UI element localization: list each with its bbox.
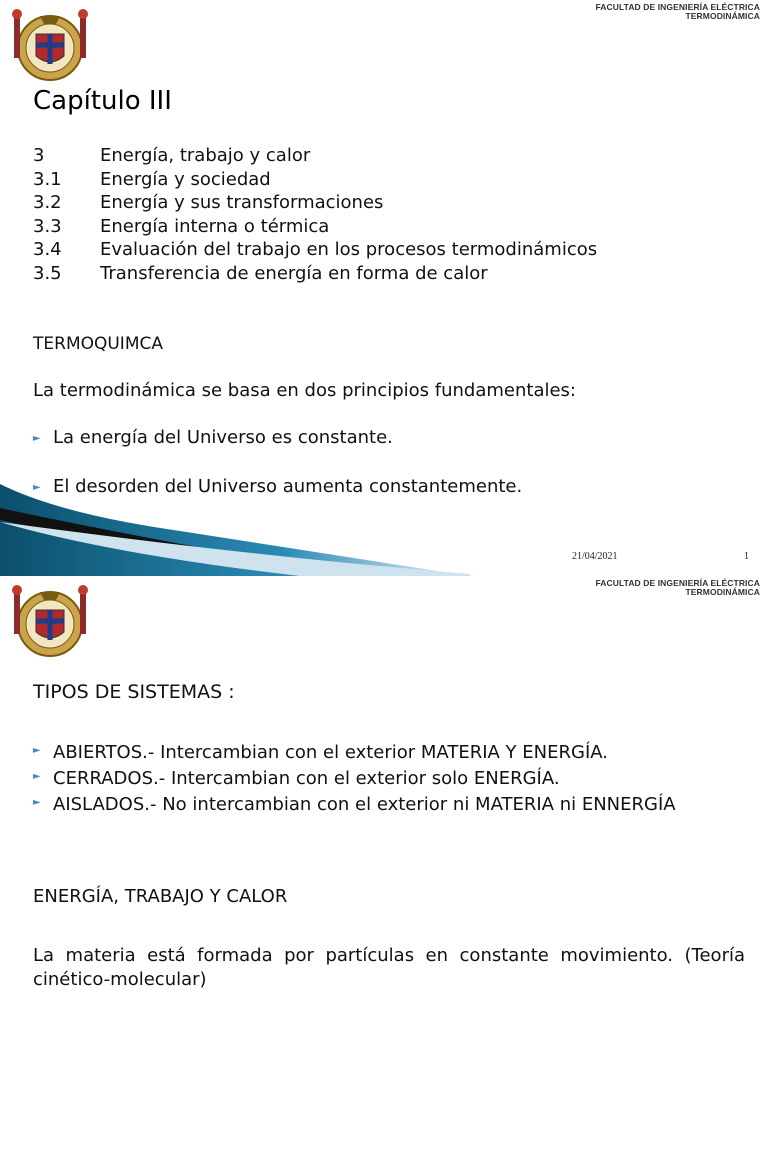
faculty-name: FACULTAD DE INGENIERÍA ELÉCTRICA (595, 578, 760, 588)
toc-row (33, 238, 733, 262)
bullet-arrow-icon: ► (33, 771, 41, 782)
bullet-arrow-icon: ► (33, 797, 41, 808)
section-heading: ENERGÍA, TRABAJO Y CALOR (33, 886, 288, 907)
toc-label: Evaluación del trabajo en los procesos termodinámicos (100, 239, 598, 260)
term: ABIERTOS (53, 742, 143, 763)
toc-row (33, 191, 733, 215)
university-seal-icon (10, 580, 90, 660)
list-item (33, 476, 522, 497)
paragraph: La materia está formada por partículas en constante movimiento. (Teoría cinético-molecular) (33, 945, 745, 990)
toc-row (33, 144, 733, 168)
toc-number: 3.2 (33, 192, 62, 213)
term: CERRADOS (53, 768, 153, 789)
toc-number: 3.1 (33, 168, 62, 190)
toc-label: Energía y sus transformaciones (100, 192, 384, 213)
slide-header (595, 3, 760, 21)
course-name: TERMODINÁMICA (685, 11, 760, 21)
toc-label: Energía interna o térmica (100, 215, 330, 237)
list-item (33, 741, 745, 764)
definition: Intercambian con el exterior solo ENERGÍA. (165, 768, 560, 789)
toc-number: 3.5 (33, 262, 62, 284)
list-item-text (53, 767, 745, 790)
definition: Intercambian con el exterior MATERIA Y ENERGÍA. (154, 742, 608, 763)
chapter-title: Capítulo III (33, 86, 172, 116)
university-seal-icon (10, 4, 90, 84)
bullet-text: La energía del Universo es constante. (53, 427, 393, 448)
toc-row (33, 168, 733, 192)
slide-header (595, 579, 760, 597)
list-item (33, 427, 393, 448)
term-separator: .- (153, 768, 166, 789)
title-suffix: : (222, 681, 235, 703)
toc-number: 3.3 (33, 215, 62, 237)
page-title (33, 681, 235, 703)
table-of-contents (33, 144, 733, 285)
term: AISLADOS (53, 794, 145, 815)
bullet-arrow-icon: ► (33, 482, 41, 493)
slide-number: 1 (744, 551, 749, 562)
course-name: TERMODINÁMICA (685, 587, 760, 597)
intro-text: La termodinámica se basa en dos principios fundamentales: (33, 380, 576, 401)
title-text: TIPOS DE SISTEMAS (33, 681, 223, 703)
faculty-name: FACULTAD DE INGENIERÍA ELÉCTRICA (595, 2, 760, 12)
list-item (33, 793, 745, 816)
toc-label: Transferencia de energía en forma de calor (100, 262, 488, 284)
section-heading: TERMOQUIMCA (33, 334, 163, 354)
toc-row (33, 215, 733, 239)
slide-date: 21/04/2021 (572, 551, 618, 562)
toc-number: 3.4 (33, 239, 62, 260)
bullet-arrow-icon: ► (33, 433, 41, 444)
system-types-list (33, 741, 745, 819)
list-item-text (53, 741, 745, 764)
toc-label: Energía, trabajo y calor (100, 145, 311, 166)
term-separator: .- (142, 742, 155, 763)
bullet-arrow-icon: ► (33, 745, 41, 756)
toc-label: Energía y sociedad (100, 168, 271, 190)
definition: No intercambian con el exterior ni MATERIA ni ENNERGÍA (156, 794, 676, 815)
slide-2 (0, 576, 768, 1152)
list-item (33, 767, 745, 790)
toc-number: 3 (33, 145, 45, 166)
list-item-text (53, 793, 745, 816)
toc-row (33, 262, 733, 286)
term-separator: .- (144, 794, 157, 815)
bullet-text: El desorden del Universo aumenta constantemente. (53, 476, 523, 497)
